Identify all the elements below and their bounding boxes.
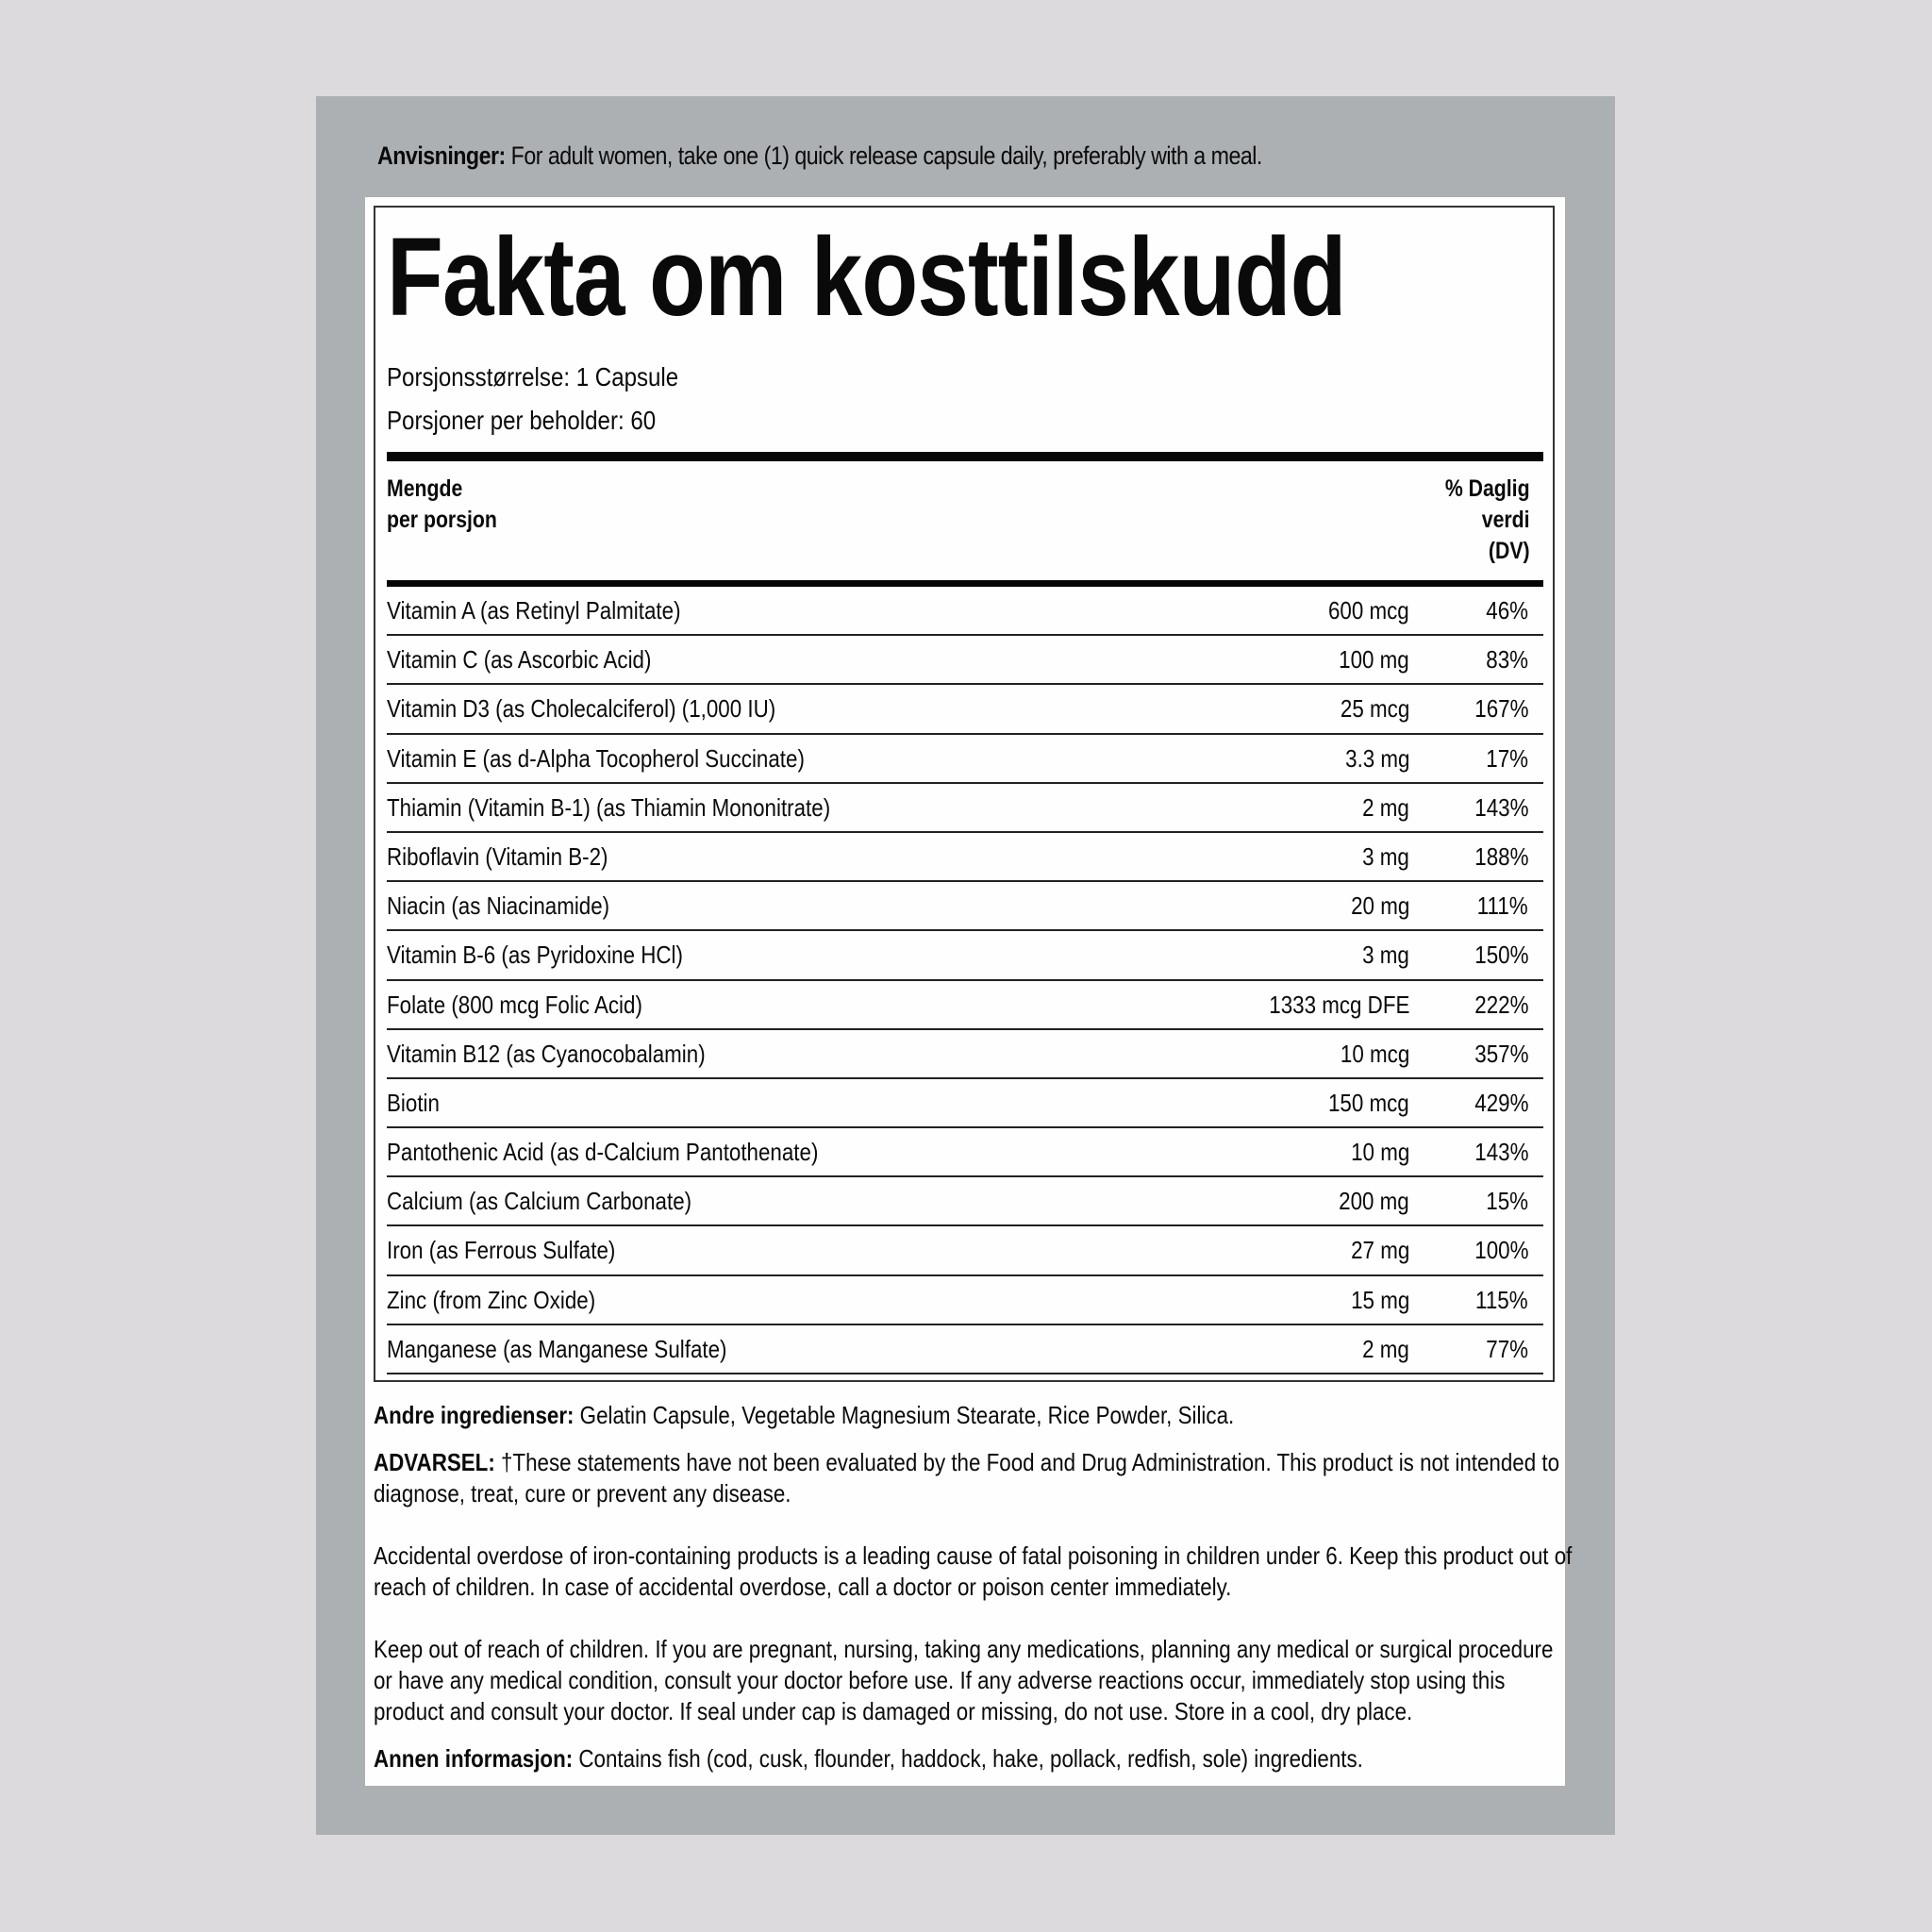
nutrient-amount: 10 mcg bbox=[1340, 1039, 1409, 1068]
nutrient-amount: 2 mg bbox=[1362, 1334, 1409, 1363]
serving-size: Porsjonsstørrelse: 1 Capsule bbox=[387, 362, 679, 391]
table-row bbox=[387, 882, 1543, 931]
table-row bbox=[387, 636, 1543, 685]
nutrient-dv: 100% bbox=[1474, 1236, 1528, 1265]
table-row bbox=[387, 1079, 1543, 1128]
nutrient-dv: 357% bbox=[1474, 1039, 1528, 1068]
nutrient-dv: 46% bbox=[1486, 596, 1528, 625]
general-warning: Keep out of reach of children. If you are pregnant, nursing, taking any medications, planning any medical or surgical procedure or have any medical condition, consult your doctor before use. If any adverse reactions occur, immediately stop using this product and consult your doctor. If seal under cap is damaged or missing, do not use. Store in a cool, dry place. bbox=[374, 1635, 1554, 1725]
header-rule bbox=[387, 580, 1543, 587]
other-ingredients-text: Gelatin Capsule, Vegetable Magnesium Stearate, Rice Powder, Silica. bbox=[574, 1401, 1235, 1429]
nutrient-amount: 2 mg bbox=[1362, 792, 1409, 822]
nutrient-dv: 143% bbox=[1474, 792, 1528, 822]
other-info bbox=[374, 1743, 1574, 1774]
nutrient-amount: 150 mcg bbox=[1328, 1088, 1409, 1117]
directions bbox=[377, 142, 1262, 171]
table-row bbox=[387, 1226, 1543, 1275]
table-row bbox=[387, 931, 1543, 980]
table-row bbox=[387, 685, 1543, 734]
nutrient-name: Pantothenic Acid (as d-Calcium Pantothenate) bbox=[387, 1138, 819, 1167]
other-ingredients-label: Andre ingredienser: bbox=[374, 1401, 575, 1429]
other-info-label: Annen informasjon: bbox=[374, 1744, 574, 1773]
nutrient-name: Iron (as Ferrous Sulfate) bbox=[387, 1236, 616, 1265]
nutrient-amount: 1333 mcg DFE bbox=[1268, 990, 1409, 1019]
nutrient-name: Zinc (from Zinc Oxide) bbox=[387, 1285, 596, 1314]
nutrient-amount: 25 mcg bbox=[1340, 694, 1409, 724]
table-row bbox=[387, 1177, 1543, 1226]
supplement-facts-box bbox=[374, 206, 1555, 1382]
nutrient-name: Niacin (as Niacinamide) bbox=[387, 891, 610, 921]
nutrient-name: Manganese (as Manganese Sulfate) bbox=[387, 1334, 727, 1363]
nutrient-dv: 150% bbox=[1474, 941, 1528, 970]
nutrient-amount: 100 mg bbox=[1339, 645, 1409, 675]
header-left-line: per porsjon bbox=[387, 507, 497, 533]
warning-label: ADVARSEL: bbox=[374, 1448, 495, 1476]
iron-warning: Accidental overdose of iron-containing products is a leading cause of fatal poisoning in children under 6. Keep this product out of reach of children. In case of accidental overdose, call a doctor or poison center immediately. bbox=[374, 1541, 1573, 1601]
table-row bbox=[387, 1325, 1543, 1374]
directions-label: Anvisninger: bbox=[377, 142, 506, 170]
nutrient-name: Biotin bbox=[387, 1088, 440, 1117]
nutrient-name: Vitamin D3 (as Cholecalciferol) (1,000 IU) bbox=[387, 694, 776, 724]
header-right-line: verdi bbox=[1482, 507, 1530, 533]
facts-title: Fakta om kosttilskudd bbox=[387, 215, 1346, 340]
table-row bbox=[387, 1128, 1543, 1177]
servings-per-container: Porsjoner per beholder: 60 bbox=[387, 406, 657, 435]
nutrient-dv: 429% bbox=[1474, 1088, 1528, 1117]
nutrient-name: Vitamin B12 (as Cyanocobalamin) bbox=[387, 1039, 706, 1068]
nutrient-table bbox=[387, 587, 1543, 1374]
nutrient-amount: 27 mg bbox=[1350, 1236, 1409, 1265]
other-info-text: Contains fish (cod, cusk, flounder, haddock, hake, pollack, redfish, sole) ingredients. bbox=[573, 1744, 1363, 1773]
table-row bbox=[387, 735, 1543, 784]
nutrient-name: Vitamin E (as d-Alpha Tocopherol Succinate) bbox=[387, 743, 805, 773]
nutrient-amount: 3.3 mg bbox=[1344, 743, 1409, 773]
nutrient-dv: 115% bbox=[1475, 1285, 1528, 1314]
nutrient-name: Folate (800 mcg Folic Acid) bbox=[387, 990, 642, 1019]
directions-text: For adult women, take one (1) quick release capsule daily, preferably with a meal. bbox=[505, 142, 1262, 170]
nutrient-name: Vitamin C (as Ascorbic Acid) bbox=[387, 645, 652, 675]
table-row bbox=[387, 1030, 1543, 1079]
daily-value-header bbox=[1445, 474, 1530, 567]
nutrient-dv: 188% bbox=[1474, 841, 1528, 871]
nutrient-dv: 17% bbox=[1486, 743, 1528, 773]
nutrient-dv: 15% bbox=[1486, 1187, 1528, 1216]
nutrient-dv: 222% bbox=[1474, 990, 1528, 1019]
table-row bbox=[387, 833, 1543, 882]
nutrient-amount: 600 mcg bbox=[1328, 596, 1409, 625]
amount-per-serving-header bbox=[387, 474, 497, 536]
nutrient-amount: 15 mg bbox=[1350, 1285, 1409, 1314]
table-row bbox=[387, 587, 1543, 636]
nutrient-name: Riboflavin (Vitamin B-2) bbox=[387, 841, 608, 871]
nutrient-amount: 200 mg bbox=[1339, 1187, 1409, 1216]
nutrient-dv: 111% bbox=[1477, 891, 1528, 921]
warning-text: †These statements have not been evaluated by the Food and Drug Administration. This product is not intended to diagnose, treat, cure or prevent any disease. bbox=[374, 1448, 1560, 1507]
nutrient-amount: 3 mg bbox=[1362, 941, 1409, 970]
other-ingredients bbox=[374, 1400, 1574, 1431]
nutrient-name: Vitamin B-6 (as Pyridoxine HCl) bbox=[387, 941, 683, 970]
warning bbox=[374, 1447, 1574, 1509]
nutrient-dv: 77% bbox=[1486, 1334, 1528, 1363]
nutrient-amount: 10 mg bbox=[1350, 1138, 1409, 1167]
nutrient-name: Vitamin A (as Retinyl Palmitate) bbox=[387, 596, 681, 625]
table-row bbox=[387, 1276, 1543, 1325]
thick-rule bbox=[387, 452, 1543, 461]
nutrient-dv: 83% bbox=[1486, 645, 1528, 675]
nutrient-amount: 3 mg bbox=[1362, 841, 1409, 871]
table-row bbox=[387, 784, 1543, 833]
nutrient-dv: 143% bbox=[1474, 1138, 1528, 1167]
header-right-line: (DV) bbox=[1489, 538, 1530, 564]
nutrient-dv: 167% bbox=[1474, 694, 1528, 724]
table-row bbox=[387, 981, 1543, 1030]
nutrient-amount: 20 mg bbox=[1350, 891, 1409, 921]
nutrient-name: Thiamin (Vitamin B-1) (as Thiamin Mononitrate) bbox=[387, 792, 831, 822]
header-right-line: % Daglig bbox=[1445, 475, 1530, 502]
header-left-line: Mengde bbox=[387, 475, 463, 502]
nutrient-name: Calcium (as Calcium Carbonate) bbox=[387, 1187, 692, 1216]
